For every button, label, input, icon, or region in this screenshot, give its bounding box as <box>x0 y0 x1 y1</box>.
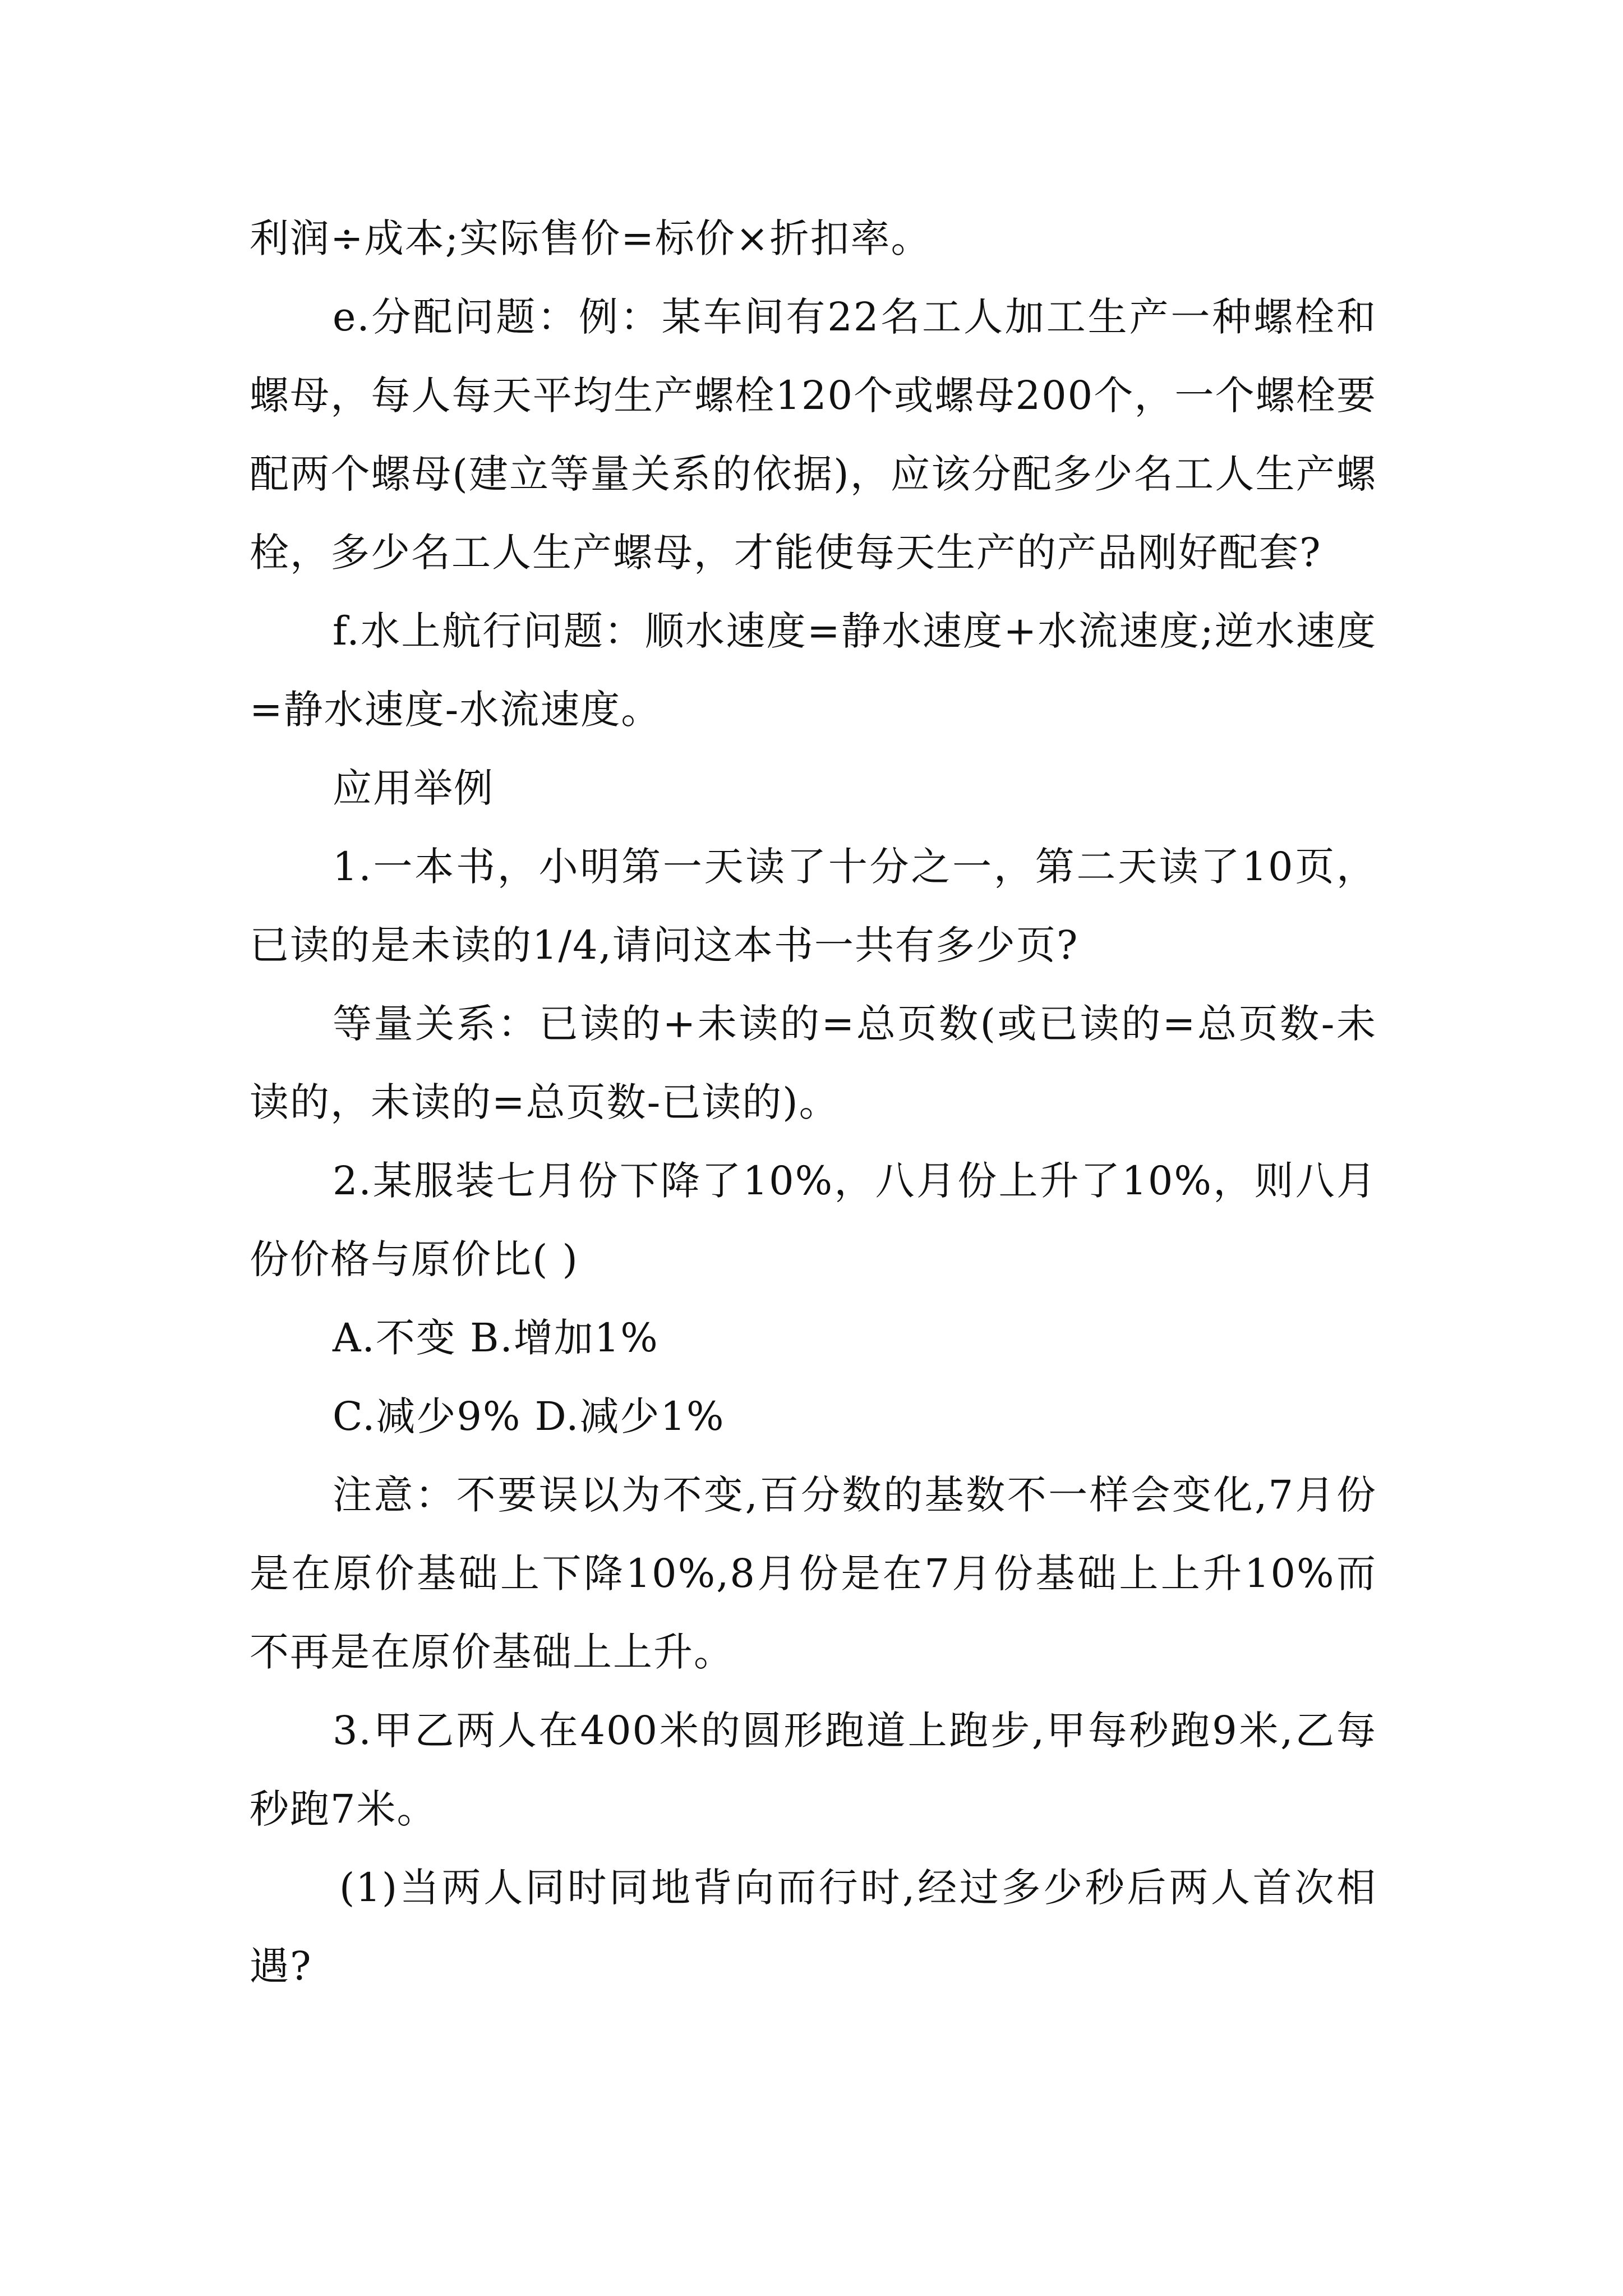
example-2-options-ab: A.不变 B.增加1% <box>333 1315 659 1361</box>
example-2: 2.某服装七月份下降了10%，八月份上升了10%，则八月份价格与原价比( ) <box>250 1158 1377 1282</box>
example-1: 1.一本书，小明第一天读了十分之一，第二天读了10页，已读的是未读的1/4,请问这本书一共有多少页? <box>250 844 1377 968</box>
example-2-options-cd: C.减少9% D.减少1% <box>333 1393 725 1439</box>
section-heading-examples: 应用举例 <box>333 765 494 811</box>
paragraph-navigation-problem: f.水上航行问题：顺水速度=静水速度+水流速度;逆水速度=静水速度-水流速度。 <box>250 608 1377 733</box>
example-2-note: 注意：不要误以为不变,百分数的基数不一样会变化,7月份是在原价基础上下降10%,8月份是在7月份基础上上升10%而不再是在原价基础上上升。 <box>250 1472 1377 1675</box>
example-3: 3.甲乙两人在400米的圆形跑道上跑步,甲每秒跑9米,乙每秒跑7米。 <box>250 1708 1377 1832</box>
paragraph-profit-formula: 利润÷成本;实际售价=标价×折扣率。 <box>250 215 932 261</box>
document-body <box>250 199 1377 2005</box>
example-1-relation: 等量关系：已读的+未读的=总页数(或已读的=总页数-未读的，未读的=总页数-已读的)。 <box>250 1001 1377 1125</box>
paragraph-allocation-problem: e.分配问题：例：某车间有22名工人加工生产一种螺栓和螺母，每人每天平均生产螺栓120个或螺母200个，一个螺栓要配两个螺母(建立等量关系的依据)，应该分配多少名工人生产螺栓，多少名工人生产螺母，才能使每天生产的产品刚好配套? <box>250 294 1377 576</box>
example-3-question-1: (1)当两人同时同地背向而行时,经过多少秒后两人首次相遇? <box>250 1865 1377 1989</box>
